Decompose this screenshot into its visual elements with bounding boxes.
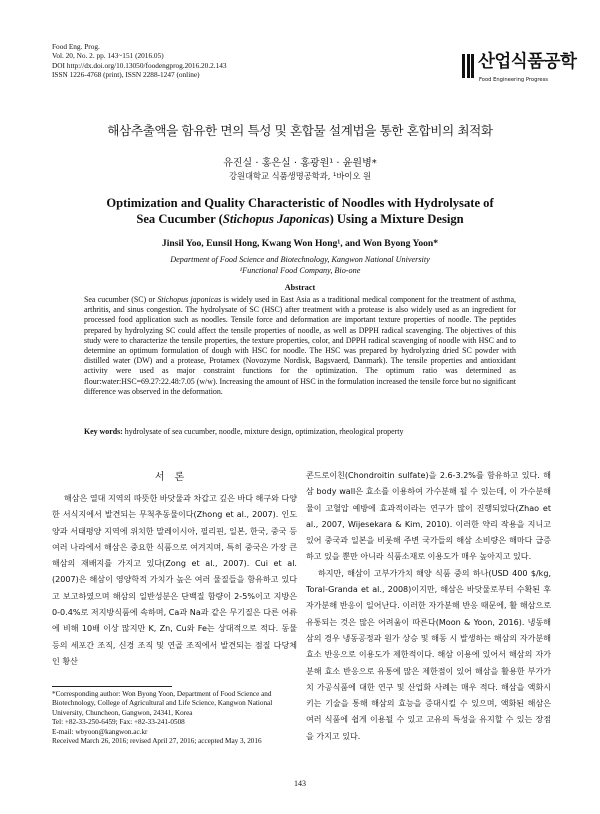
keywords-text: hydrolysate of sea cucumber, noodle, mixture design, optimization, rheological property xyxy=(122,427,404,436)
left-column xyxy=(52,491,297,670)
keywords xyxy=(84,427,516,437)
title-english-species: Stichopus Japonicas xyxy=(222,212,330,226)
page-number: 143 xyxy=(294,779,306,788)
footnote-email: E-mail: wbyoon@kangwon.ac.kr xyxy=(52,727,148,736)
journal-volume: Vol. 20, No. 2. pp. 143~151 (2016.05) xyxy=(52,51,164,61)
right-paragraph-1: 콘드로이친(Chondroitin sulfate)을 2.6-3.2%를 함유하고 있다. 해삼 body wall은 효소를 이용하여 가수분해 될 수 있는데, 이 가수분해물이 고혈압 예방에 효과적이라는 연구가 많이 진행되었다(Zhao et al., 2007, Wijesekara & Kim, 2010). 이러한 약리 작용을 지니고 있어 중국과 일본을 비롯해 주변 국가들의 해삼 소비량은 해마다 급증하고 있을 뿐만 아니라 식품소재로 이용도가 매우 높아지고 있다. xyxy=(306,471,551,562)
abstract-body xyxy=(84,295,516,397)
title-korean: 해삼추출액을 함유한 면의 특성 및 혼합물 설계법을 통한 혼합비의 최적화 xyxy=(107,123,493,138)
journal-issn: ISSN 1226-4768 (print), ISSN 2288-1247 (online) xyxy=(52,70,200,80)
title-english-pre: Sea Cucumber ( xyxy=(136,212,223,226)
abstract-part2: is widely used in East Asia as a traditional medical component for the treatment of asthma, arthritis, and sinus congestion. The hydrolysate of SC (HSC) after treatment with a protease is also widely used as an ingredient for processed food application such as noodles. Tensile force and deformation are important texture properties of noodle. The peptides prepared by hydrolyzing SC could affect the tensile properties of noodle, as well as DPPH radical scavenging. The objectives of this study were to characterize the tensile properties, the texture properties, color, and DPPH radical scavenging of noodle with HSC and to determine an optimum formulation of dough with HSC for noodle. The HSC was prepared by hydrolyzing dried SC powder with distilled water (DW) and a protease, Protamex (Novozyme Nordisk, Bagsvaerd, Danmark). The tensile properties and antioxidant activity were used as major constraint functions for the optimization. The optimum ratio was determined as flour:water:HSC=69.27:22.48:7.05 (w/w). Increasing the amount of HSC in the formulation increased the tensile force but no significant difference was observed in the deformation. xyxy=(84,295,516,396)
authors-english: Jinsil Yoo, Eunsil Hong, Kwang Won Hong¹, and Won Byong Yoon* xyxy=(161,238,439,249)
abstract-heading: Abstract xyxy=(284,283,316,292)
footnote-tel: Tel: +82-33-250-6459; Fax: +82-33-241-0508 xyxy=(52,718,185,727)
abstract-part1: Sea cucumber (SC) or xyxy=(84,295,158,304)
title-english-line1: Optimization and Quality Characteristic of Noodles with Hydrolysate of xyxy=(106,196,494,210)
logo-mark-icon xyxy=(462,54,474,78)
left-paragraph: 해삼은 열대 지역의 따뜻한 바닷물과 차갑고 깊은 바다 해구와 다양한 서식지에서 발견되는 무척추동물이다(Zhong et al., 2007). 인도양과 서태평양 지역에 위치한 말레이시아, 필리핀, 일본, 한국, 중국 등 여러 나라에서 해삼은 중요한 식품으로 여겨지며, 특히 중국은 가장 큰 해삼의 재배지를 가지고 있다(Zong et al., 2007). Cui et al. (2007)은 해삼이 영양학적 가치가 높은 여러 물질들을 함유하고 있다고 보고하였으며 해삼의 일반성분은 단백질 함량이 2-5%이고 지방은 0-0.4%로 저지방식품에 속하며, Ca과 Na과 같은 무기질은 다른 어류에 비해 10배 이상 많지만 K, Zn, Cu와 Fe는 상대적으로 적다. 동물 등의 세포간 조직, 신경 조직 및 연골 조직에서 발견되는 점질 다당체인 황산 xyxy=(52,494,297,666)
logo-subtitle: Food Engineering Progress xyxy=(479,77,548,83)
journal-logo xyxy=(462,48,577,92)
affiliation-english-1: Department of Food Science and Biotechnology, Kangwon National University xyxy=(170,255,430,264)
footnote-divider xyxy=(52,686,172,687)
authors-korean: 유진실 · 홍은실 · 홍광원¹ · 윤원병* xyxy=(223,158,377,169)
keywords-label: Key words: xyxy=(84,427,123,436)
footnote xyxy=(52,690,297,746)
title-english-post: ) Using a Mixture Design xyxy=(329,212,464,226)
section-heading-introduction: 서론 xyxy=(154,472,195,483)
footnote-corresponding: *Corresponding author: Won Byong Yoon, Department of Food Science and Biotechnology, College of Agricultural and Life Science, Kangwon National University, Chuncheon, Gangwon, 24341, Korea xyxy=(52,690,273,717)
affiliation-korean: 강원대학교 식품생명공학과, ¹바이오 원 xyxy=(228,171,372,181)
right-column xyxy=(306,468,551,745)
title-english xyxy=(40,195,560,227)
logo-text: 산업식품공학 xyxy=(478,52,577,72)
title-english-line2 xyxy=(40,211,560,227)
journal-doi: DOI http://dx.doi.org/10.13050/foodengprog.2016.20.2.143 xyxy=(52,60,227,70)
footnote-dates: Received March 26, 2016; revised April 27, 2016; accepted May 3, 2016 xyxy=(52,737,262,746)
affiliation-english xyxy=(40,254,560,276)
affiliation-english-2: ¹Functional Food Company, Bio-one xyxy=(239,266,361,275)
abstract-species: Stichopus japonicas xyxy=(157,295,222,304)
journal-name: Food Eng. Prog. xyxy=(52,42,100,51)
right-paragraph-2: 하지만, 해삼이 고부가가치 해양 식품 중의 하나(USD 400 $/kg, Toral-Granda et al., 2008)이지만, 해삼은 바닷물로부터 수확된 후 자가분해 반응이 일어난다. 이러한 자가분해 반응 때문에, 활 해삼으로 유통되는 것은 많은 어려움이 따른다(Moon & Yoon, 2016). 냉동해삼의 경우 냉동공정과 원가 상승 및 해동 시 발생하는 해삼의 자가분해 효소 반응으로 이용도가 제한적이다. 해삼 이용에 있어서 해삼의 자가분해 효소 반응으로 유통에 많은 제한점이 있어 해삼을 활용한 부가가치 가공식품에 대한 연구 및 산업화 사례는 매우 적다. 해삼을 액화시키는 기술을 통해 해삼의 효능을 증대시킬 수 있으며, 액화된 해삼은 여러 식품에 쉽게 이용될 수 있고 고유의 특성을 유지할 수 있는 장점을 가지고 있다. xyxy=(306,568,551,741)
journal-meta xyxy=(52,42,382,80)
